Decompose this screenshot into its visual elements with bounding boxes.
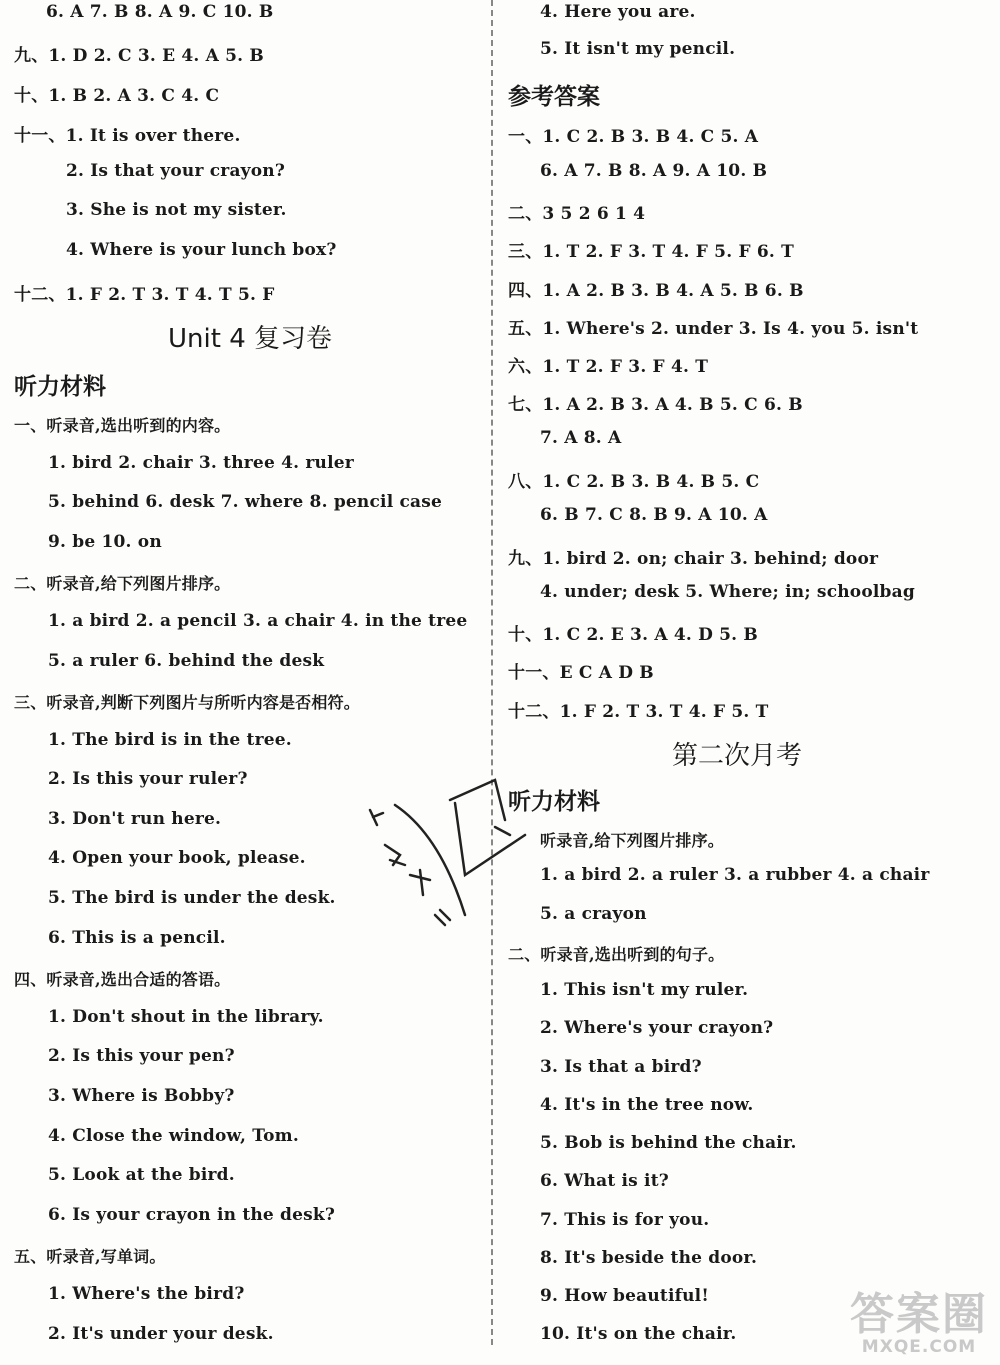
left-line-9: 听力材料 bbox=[14, 374, 106, 400]
left-line-15: 1. a bird 2. a pencil 3. a chair 4. in the tree bbox=[48, 611, 468, 631]
left-line-32: 1. Where's the bird? bbox=[48, 1284, 245, 1304]
left-line-5: 3. She is not my sister. bbox=[66, 200, 287, 220]
right-line-25: 1. This isn't my ruler. bbox=[540, 980, 749, 1000]
right-line-28: 4. It's in the tree now. bbox=[540, 1095, 754, 1115]
left-line-26: 2. Is this your pen? bbox=[48, 1046, 235, 1066]
right-line-1: 5. It isn't my pencil. bbox=[540, 39, 736, 59]
left-line-21: 4. Open your book, please. bbox=[48, 848, 306, 868]
right-line-12: 八、1. C 2. B 3. B 4. B 5. C bbox=[508, 472, 760, 492]
left-line-17: 三、听录音,判断下列图片与所听内容是否相符。 bbox=[14, 693, 360, 712]
right-line-34: 10. It's on the chair. bbox=[540, 1324, 737, 1344]
left-column bbox=[0, 0, 488, 1365]
left-line-20: 3. Don't run here. bbox=[48, 809, 222, 829]
right-line-17: 十一、E C A D B bbox=[508, 663, 654, 683]
right-line-26: 2. Where's your crayon? bbox=[540, 1018, 774, 1038]
left-line-18: 1. The bird is in the tree. bbox=[48, 730, 292, 750]
left-line-33: 2. It's under your desk. bbox=[48, 1324, 274, 1344]
left-line-14: 二、听录音,给下列图片排序。 bbox=[14, 574, 231, 593]
left-line-25: 1. Don't shout in the library. bbox=[48, 1007, 324, 1027]
left-line-23: 6. This is a pencil. bbox=[48, 928, 226, 948]
watermark-title: 答案圈 bbox=[850, 1289, 988, 1340]
right-line-8: 五、1. Where's 2. under 3. Is 4. you 5. isn't bbox=[508, 319, 919, 339]
left-line-16: 5. a ruler 6. behind the desk bbox=[48, 651, 325, 671]
right-line-5: 二、3 5 2 6 1 4 bbox=[508, 204, 646, 224]
right-line-15: 4. under; desk 5. Where; in; schoolbag bbox=[540, 582, 915, 602]
left-line-30: 6. Is your crayon in the desk? bbox=[48, 1205, 336, 1225]
right-line-16: 十、1. C 2. E 3. A 4. D 5. B bbox=[508, 625, 758, 645]
right-line-23: 5. a crayon bbox=[540, 904, 647, 924]
handwritten-stamp-icon bbox=[355, 765, 535, 935]
right-line-4: 6. A 7. B 8. A 9. A 10. B bbox=[540, 161, 768, 181]
left-line-19: 2. Is this your ruler? bbox=[48, 769, 248, 789]
right-line-27: 3. Is that a bird? bbox=[540, 1057, 702, 1077]
right-line-14: 九、1. bird 2. on; chair 3. behind; door bbox=[508, 549, 879, 569]
left-line-0: 6. A 7. B 8. A 9. C 10. B bbox=[46, 2, 274, 22]
right-line-18: 十二、1. F 2. T 3. T 4. F 5. T bbox=[508, 702, 769, 722]
right-line-9: 六、1. T 2. F 3. F 4. T bbox=[508, 357, 709, 377]
left-line-4: 2. Is that your crayon? bbox=[66, 161, 286, 181]
left-line-31: 五、听录音,写单词。 bbox=[14, 1247, 166, 1266]
left-line-10: 一、听录音,选出听到的内容。 bbox=[14, 416, 231, 435]
right-line-29: 5. Bob is behind the chair. bbox=[540, 1133, 797, 1153]
left-line-7: 十二、1. F 2. T 3. T 4. T 5. F bbox=[14, 285, 275, 305]
right-line-32: 8. It's beside the door. bbox=[540, 1248, 758, 1268]
left-line-24: 四、听录音,选出合适的答语。 bbox=[14, 970, 231, 989]
right-line-7: 四、1. A 2. B 3. B 4. A 5. B 6. B bbox=[508, 281, 804, 301]
watermark-logo bbox=[850, 1289, 988, 1357]
right-line-19: 第二次月考 bbox=[672, 741, 803, 771]
right-line-6: 三、1. T 2. F 3. T 4. F 5. F 6. T bbox=[508, 242, 794, 262]
left-line-8: Unit 4 复习卷 bbox=[168, 324, 332, 354]
left-line-22: 5. The bird is under the desk. bbox=[48, 888, 336, 908]
left-line-28: 4. Close the window, Tom. bbox=[48, 1126, 299, 1146]
right-line-11: 7. A 8. A bbox=[540, 428, 622, 448]
left-line-3: 十一、1. It is over there. bbox=[14, 126, 241, 146]
right-line-0: 4. Here you are. bbox=[540, 2, 696, 22]
right-line-2: 参考答案 bbox=[508, 84, 600, 110]
column-divider bbox=[491, 0, 493, 1345]
left-line-11: 1. bird 2. chair 3. three 4. ruler bbox=[48, 453, 354, 473]
right-line-24: 二、听录音,选出听到的句子。 bbox=[508, 945, 725, 964]
right-line-31: 7. This is for you. bbox=[540, 1210, 710, 1230]
left-line-12: 5. behind 6. desk 7. where 8. pencil case bbox=[48, 492, 443, 512]
left-line-2: 十、1. B 2. A 3. C 4. C bbox=[14, 86, 220, 106]
right-line-20: 听力材料 bbox=[508, 789, 600, 815]
right-column bbox=[500, 0, 1000, 1365]
left-line-6: 4. Where is your lunch box? bbox=[66, 240, 337, 260]
right-line-30: 6. What is it? bbox=[540, 1171, 669, 1191]
left-line-27: 3. Where is Bobby? bbox=[48, 1086, 235, 1106]
right-line-10: 七、1. A 2. B 3. A 4. B 5. C 6. B bbox=[508, 395, 803, 415]
right-line-21: 听录音,给下列图片排序。 bbox=[540, 831, 724, 850]
right-line-13: 6. B 7. C 8. B 9. A 10. A bbox=[540, 505, 768, 525]
right-line-22: 1. a bird 2. a ruler 3. a rubber 4. a chair bbox=[540, 865, 930, 885]
left-line-29: 5. Look at the bird. bbox=[48, 1165, 235, 1185]
left-line-13: 9. be 10. on bbox=[48, 532, 162, 552]
right-line-33: 9. How beautiful! bbox=[540, 1286, 710, 1306]
left-line-1: 九、1. D 2. C 3. E 4. A 5. B bbox=[14, 46, 264, 66]
watermark-url: MXQE.COM bbox=[861, 1337, 977, 1357]
right-line-3: 一、1. C 2. B 3. B 4. C 5. A bbox=[508, 127, 759, 147]
